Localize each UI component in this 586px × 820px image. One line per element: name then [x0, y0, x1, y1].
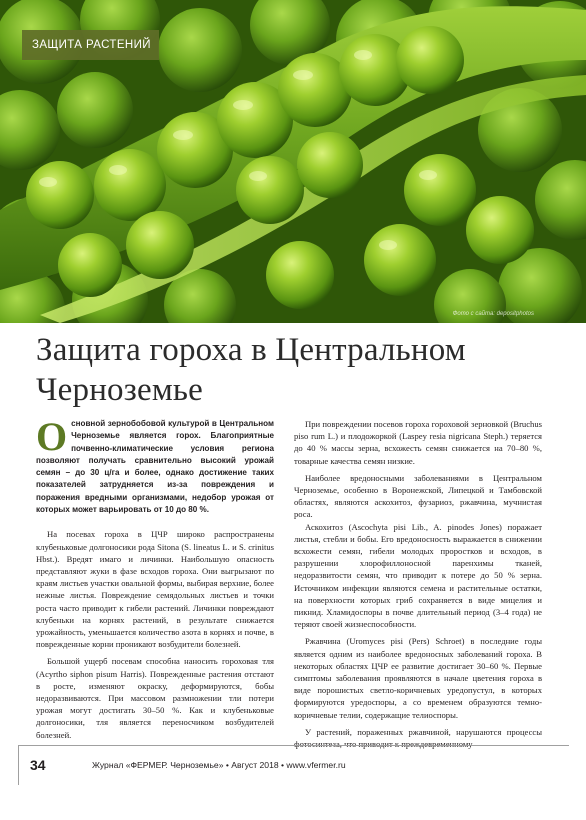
footer-divider	[18, 745, 569, 746]
journal-footer: Журнал «ФЕРМЕР. Черноземье» • Август 2018 • www.vfermer.ru	[92, 760, 346, 770]
lead-paragraph	[36, 414, 274, 516]
page-number: 34	[30, 757, 46, 773]
title-line-1: Защита гороха в Центральном	[36, 332, 466, 368]
left-paragraph-1: На посевах гороха в ЦЧР широко распространены клубеньковые долгоносики рода Sitona (S. lineatus L. и S. crinitus Hbst.). Вредят имаго и личинки. Наибольшую опасность представляют жуки в фазе всходов гороха. Они выгрызают по краям листьев участки овальной формы, выбирая верхние, более нежные листья. Повреждение семядольных листьев и точки роста часто приводит к гибели растений. Личинки повреждают клубеньки на корнях растений, в результате снижается урожайность, уменьшается количество азота в корнях и почве, в поврежденные корни проникают возбудители болезней.	[36, 529, 274, 650]
photo-credit: Фото с сайта: depositphotos	[452, 311, 534, 317]
left-column	[36, 414, 274, 741]
left-paragraph-2: Большой ущерб посевам способна наносить гороховая тля (Acyrtho siphon pisum Harris). Поврежденные растения отстают в росте, изменяют окраску, деформируются, бобы недоразвиваются. При массовом размножении тли потери урожая могут достигать 30–50 %. Как и клубеньковые долгоносики, тля является переносчиком возбудителей болезней.	[36, 656, 274, 740]
section-tag: ЗАЩИТА РАСТЕНИЙ	[22, 30, 159, 60]
right-paragraph-5: У растений, пораженных ржавчиной, нарушаются процессы	[305, 726, 542, 737]
right-paragraph-1: При повреждении посевов гороха гороховой зерновкой (Bruchus piso rum L.) и плодожоркой (Laspey resia nigricana Steph.) теряется до 40 % массы зерна, всхожесть семян снижается на 70–80 %, товарные качества семян низкие.	[294, 419, 542, 466]
lead-text: сновной зернобобовой культурой в Центральном Черноземье является горох. Благоприятные почвенно-климатические условия региона позволяют получать сравнительно высокий урожай семян – до 30 ц/га и более, однако достижение таких показателей затрудняется из-за повреждения и поражения вредными организмами, недобор урожая от которых может варьировать от 10 до 80 %.	[36, 419, 274, 515]
right-paragraph-2: Наиболее вредоносными заболеваниями в Центральном Черноземье, особенно в Воронежской, Липецкой и Тамбовской областях, являются аскохитоз, фузариоз, ржавчина, мучнистая роса.	[294, 472, 542, 520]
title-line-2: Черноземье	[36, 372, 204, 408]
right-paragraph-3: Аскохитоз (Ascochyta pisi Lib., A. pinodes Jones) поражает листья, стебли и бобы. Его вредоносность выражается в снижении всхожести семян, гибели молодых проростков и всходов, в разрушении хлорофиллоносной паренхимы тканей, недоразвитости семян, что приводит к потере до 50 % зерна. Источником инфекции являются семена и растительные остатки, на поверхности которых гриб сохраняется в виде мицелия и пикнид. Хламидоспоры в почве длительный период (3–4 года) не теряют своей жизнеспособности.	[294, 521, 542, 630]
hero-photo	[0, 0, 586, 323]
right-column	[294, 418, 542, 750]
right-paragraph-4: Ржавчина (Uromyces pisi (Pers) Schroet) в последние годы является одним из наиболее вредоносных заболеваний гороха. В некоторых областях ЦЧР ее развитие достигает 30–60 %. Первые симптомы заболевания проявляются в начале цветения гороха в виде порошистых светло-коричневых уредопустул, в которых формируются уредоспоры, а со временем образуются темно-коричневые телии, содержащие телиоспоры.	[294, 636, 542, 720]
dropcap: О	[36, 414, 68, 459]
article-title	[36, 330, 556, 410]
footer-vertical-divider	[18, 745, 19, 785]
